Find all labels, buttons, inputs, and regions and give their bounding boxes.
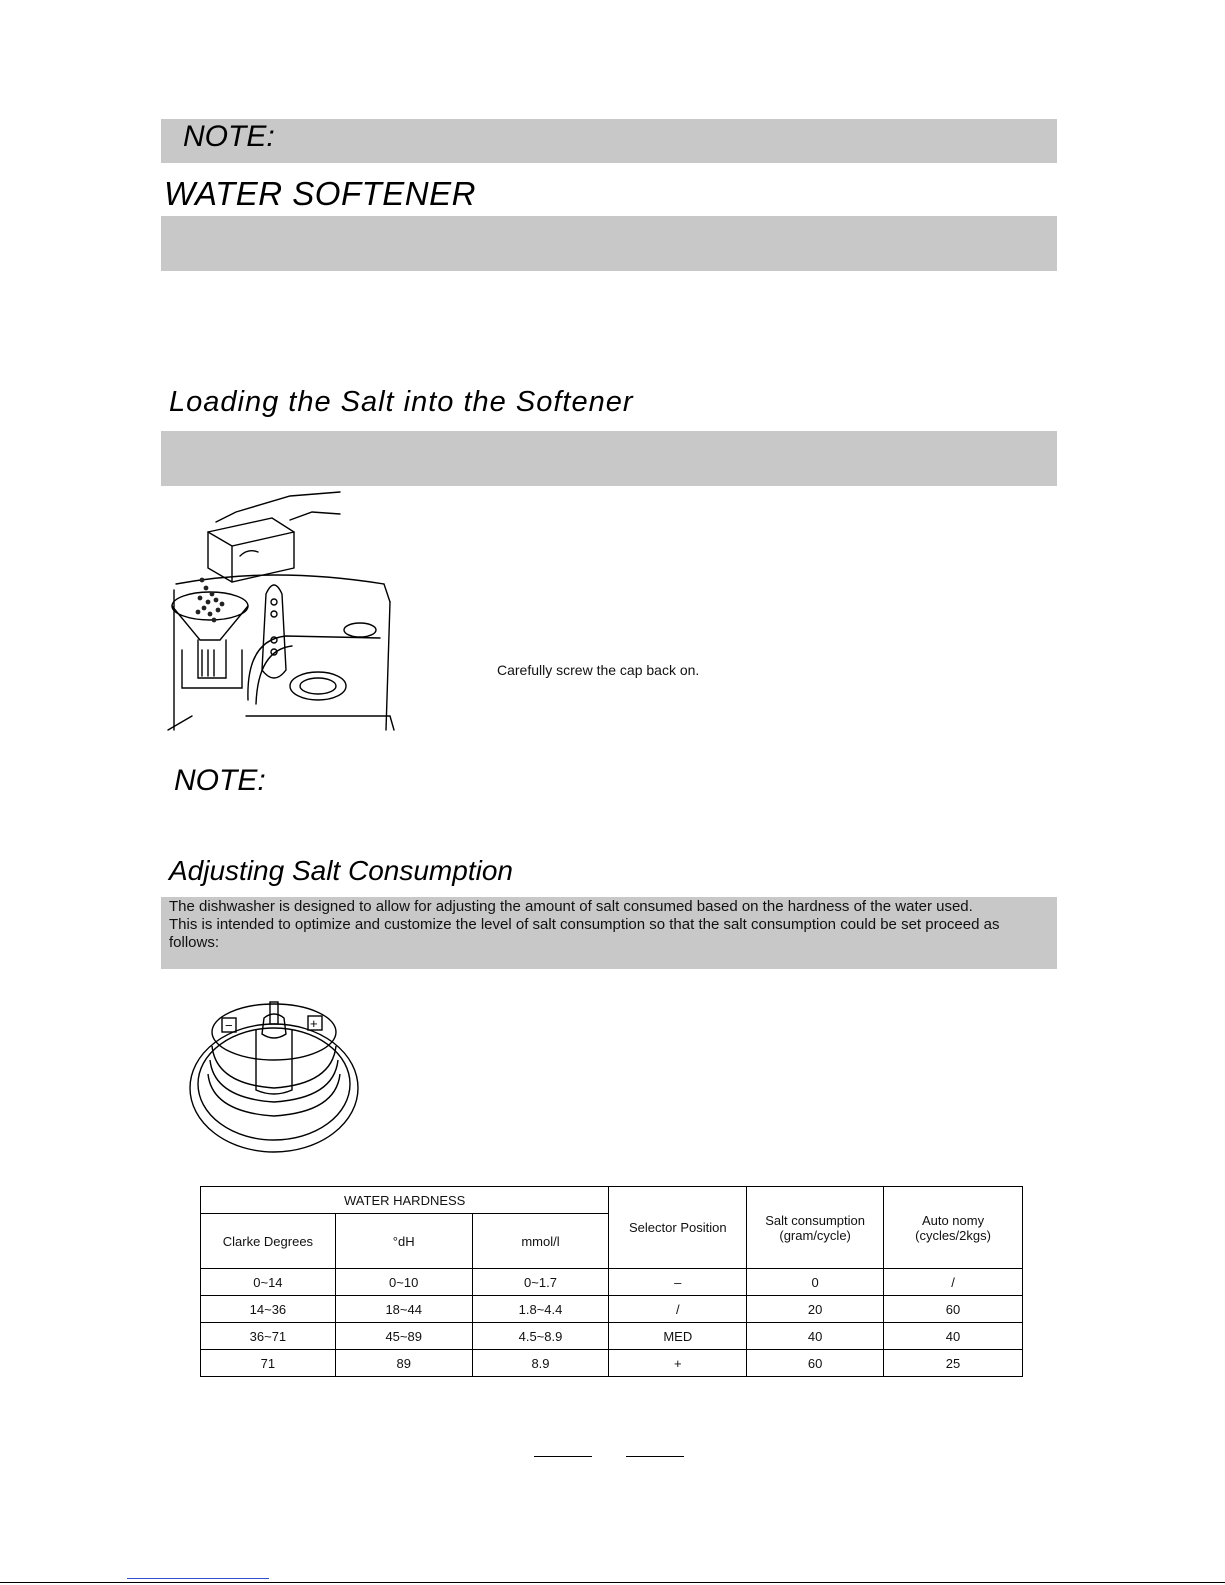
cell-selector: +: [609, 1350, 747, 1377]
salt-consumption-header: [747, 1187, 884, 1269]
cell-dh: 89: [335, 1350, 472, 1377]
dial-plus-label: +: [310, 1016, 318, 1031]
cell-dh: 45~89: [335, 1323, 472, 1350]
cell-salt: 60: [747, 1350, 884, 1377]
table-row: [201, 1269, 1023, 1296]
table-row: [201, 1323, 1023, 1350]
adjusting-body-line-3: follows:: [169, 934, 220, 951]
note-bar-1: [161, 119, 1057, 163]
cell-autonomy: 25: [884, 1350, 1023, 1377]
selector-position-header: Selector Position: [609, 1187, 747, 1269]
table-header-row-1: [201, 1187, 1023, 1214]
adjusting-body-line-1: The dishwasher is designed to allow for adjusting the amount of salt consumed based on the hardness of the water used.: [169, 898, 973, 915]
water-softener-title: WATER SOFTENER: [164, 175, 476, 212]
cell-dh: 0~10: [335, 1269, 472, 1296]
mmol-header: mmol/l: [472, 1214, 609, 1269]
autonomy-header-line-1: Auto nomy: [921, 1212, 985, 1228]
cell-mmol: 4.5~8.9: [472, 1323, 609, 1350]
cell-salt: 40: [747, 1323, 884, 1350]
footer-rule-right: [626, 1456, 684, 1457]
autonomy-header-line-2: (cycles/2kgs): [915, 1227, 991, 1243]
cell-clarke: 14~36: [201, 1296, 336, 1323]
page-bottom-rule: [0, 1582, 1225, 1583]
cell-clarke: 36~71: [201, 1323, 336, 1350]
note-label-2: NOTE:: [174, 764, 266, 797]
cell-clarke: 71: [201, 1350, 336, 1377]
cell-dh: 18~44: [335, 1296, 472, 1323]
cell-mmol: 8.9: [472, 1350, 609, 1377]
salt-selector-dial: [186, 1000, 362, 1156]
cell-autonomy: 40: [884, 1323, 1023, 1350]
adjusting-salt-title: Adjusting Salt Consumption: [169, 855, 513, 886]
cell-autonomy: /: [884, 1269, 1023, 1296]
clarke-degrees-header: Clarke Degrees: [201, 1214, 336, 1269]
cell-selector: –: [609, 1269, 747, 1296]
note-label-1: NOTE:: [183, 120, 275, 153]
loading-salt-bar: [161, 431, 1057, 486]
adjusting-body-line-2: This is intended to optimize and customize the level of salt consumption so that the salt consumption could be set proceed as: [169, 916, 1000, 933]
autonomy-header: [884, 1187, 1023, 1269]
cell-clarke: 0~14: [201, 1269, 336, 1296]
dial-knob: [262, 1014, 286, 1038]
salt-loading-illustration: [162, 490, 398, 740]
salt-header-line-1: Salt consumption: [765, 1212, 865, 1228]
cell-mmol: 0~1.7: [472, 1269, 609, 1296]
loading-step-text: Carefully screw the cap back on.: [497, 662, 700, 678]
cell-salt: 20: [747, 1296, 884, 1323]
footer-rule-left: [534, 1456, 592, 1457]
dh-header: °dH: [335, 1214, 472, 1269]
filter-cap: [290, 672, 346, 700]
water-softener-bar: [161, 216, 1057, 271]
salt-header-line-2: (gram/cycle): [779, 1227, 851, 1243]
footer-link-underline: [127, 1578, 269, 1579]
cell-selector: MED: [609, 1323, 747, 1350]
water-hardness-header: WATER HARDNESS: [201, 1187, 609, 1214]
table-row: [201, 1296, 1023, 1323]
table-row: [201, 1350, 1023, 1377]
dial-minus-label: −: [225, 1018, 233, 1033]
hand-outline: [216, 492, 340, 522]
water-hardness-table: [200, 1186, 1023, 1377]
cell-autonomy: 60: [884, 1296, 1023, 1323]
adjusting-salt-body: [169, 898, 1049, 952]
cell-mmol: 1.8~4.4: [472, 1296, 609, 1323]
cell-salt: 0: [747, 1269, 884, 1296]
cell-selector: /: [609, 1296, 747, 1323]
loading-salt-title: Loading the Salt into the Softener: [169, 386, 634, 418]
